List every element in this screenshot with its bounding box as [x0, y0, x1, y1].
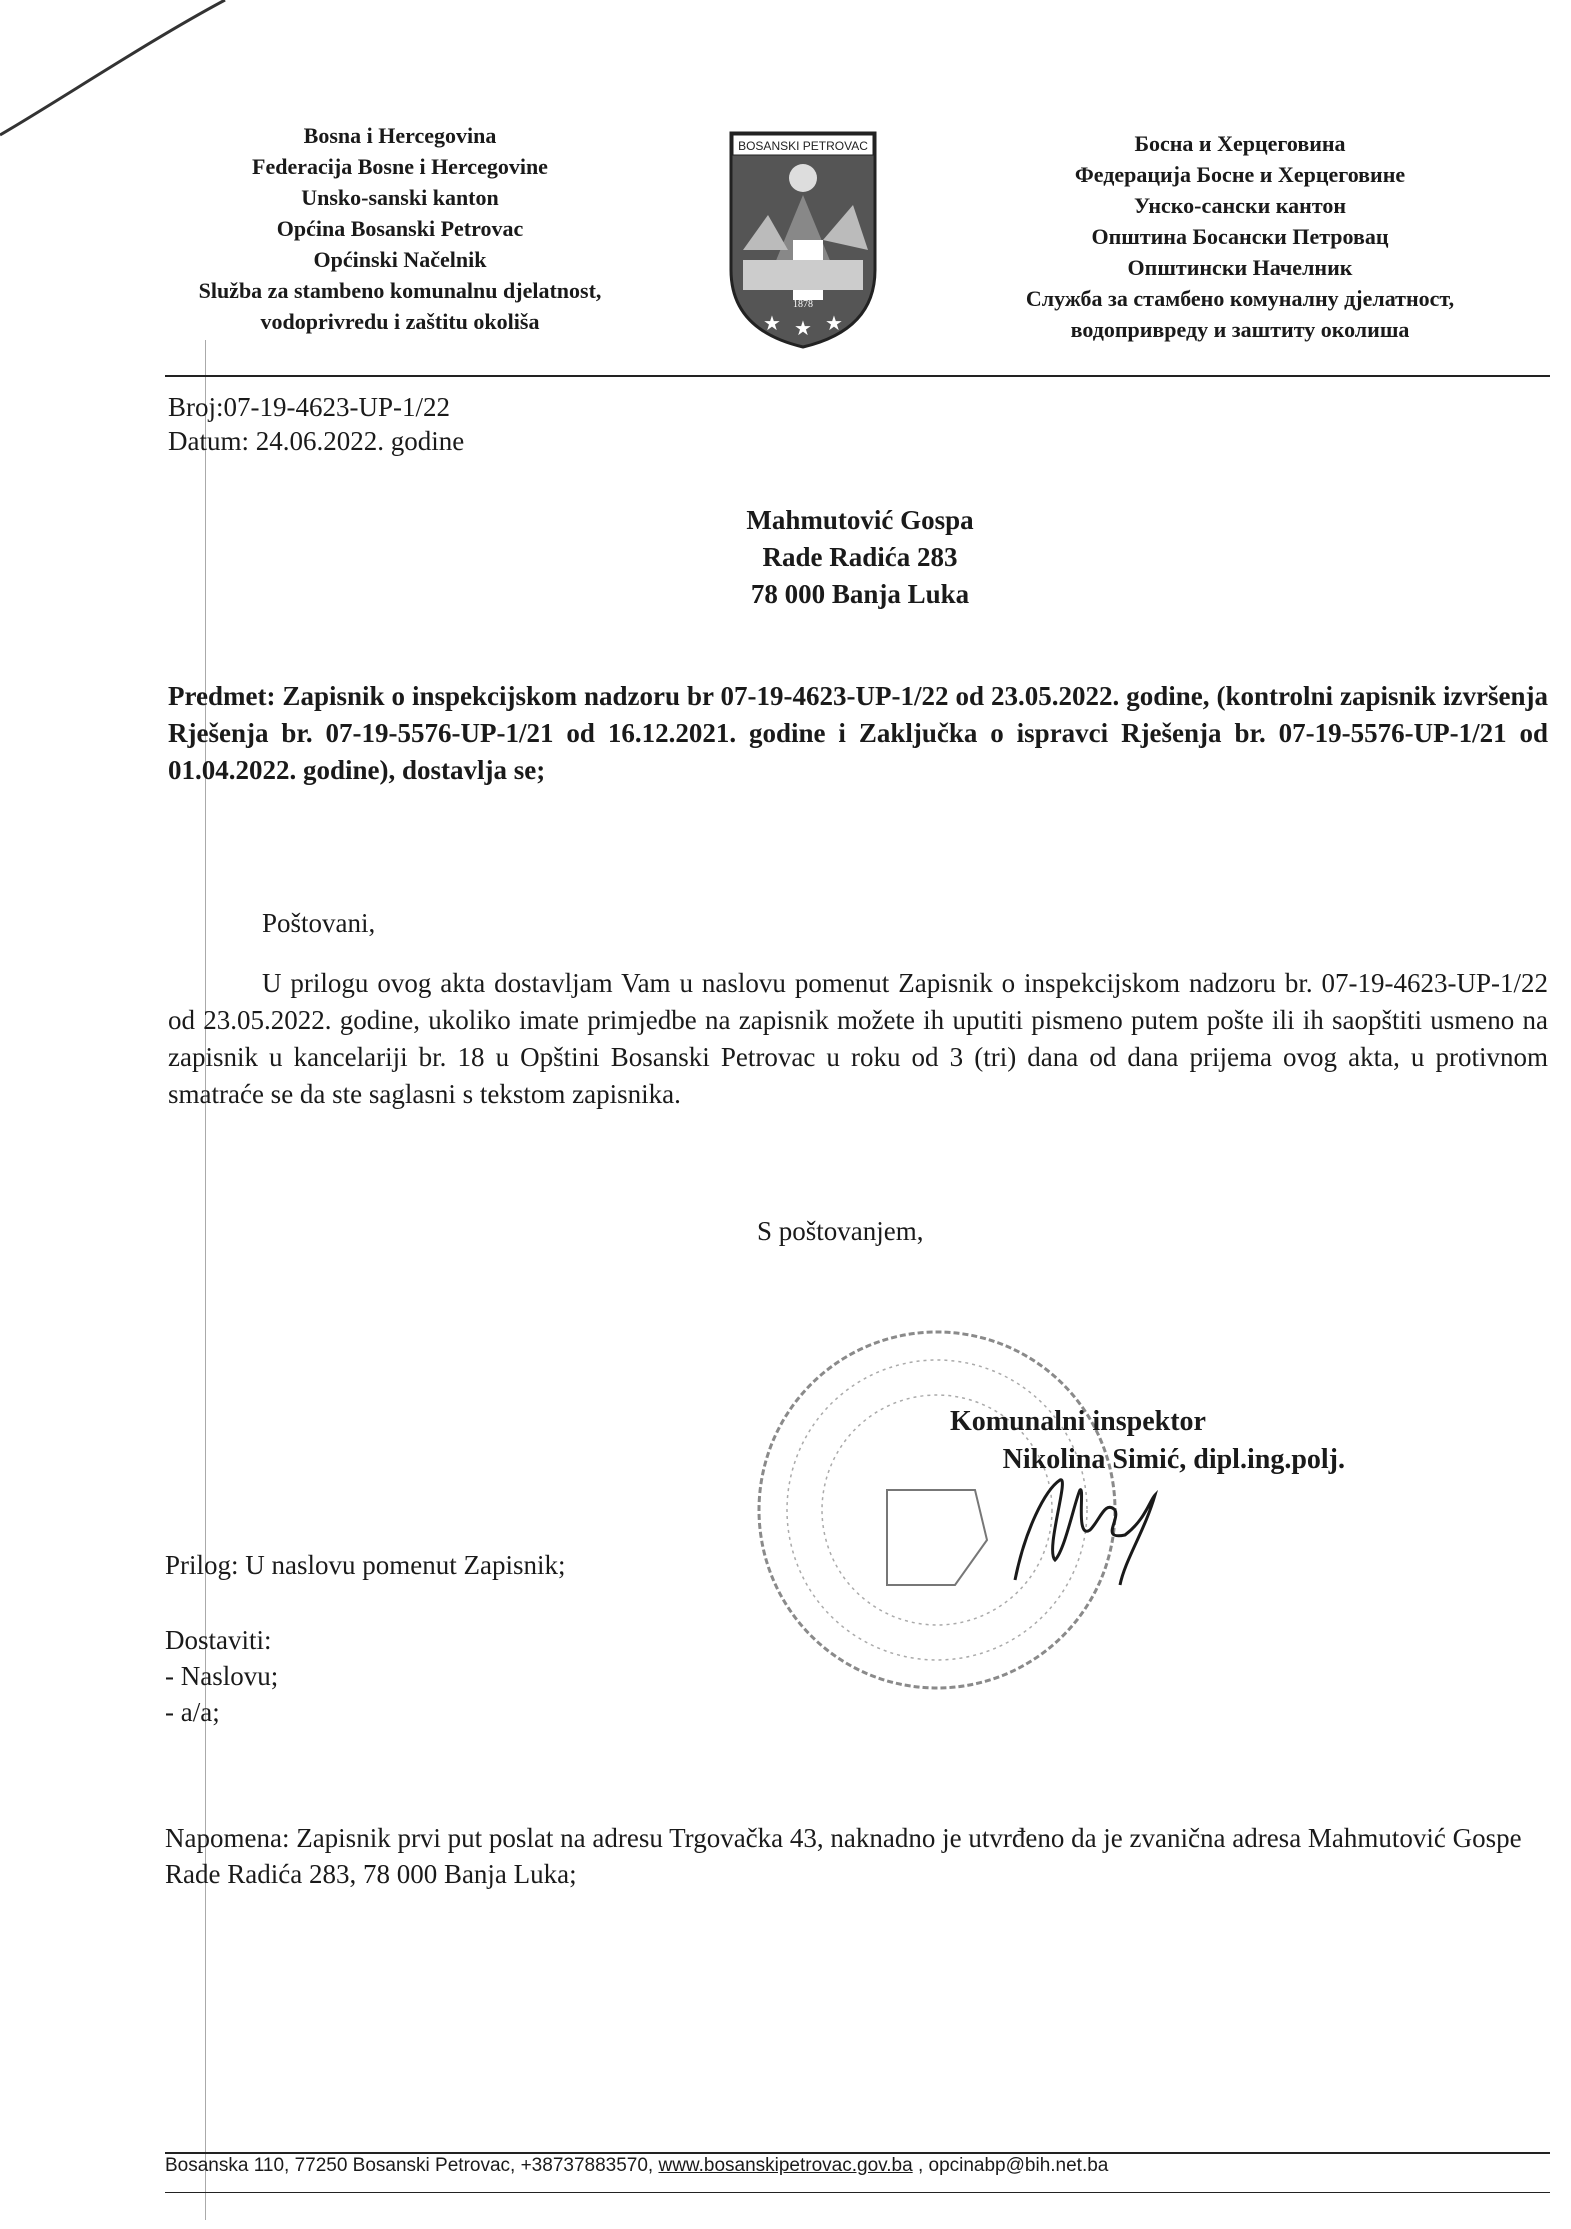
letterhead-line: Federacija Bosne i Hercegovine — [252, 154, 548, 179]
scan-margin-line — [205, 340, 206, 2220]
letterhead-line: Општински Начелник — [1127, 255, 1353, 280]
letterhead-line: Босна и Херцеговина — [1134, 131, 1346, 156]
letterhead-line: Општина Босански Петровац — [1091, 224, 1389, 249]
recipient-street: Rade Radića 283 — [762, 542, 958, 572]
letterhead-line: Служба за стамбено комуналну дјелатност, — [1025, 286, 1455, 311]
footer — [165, 2155, 1108, 2177]
reference-block — [168, 390, 464, 458]
svg-text:★: ★ — [794, 318, 812, 340]
footer-email[interactable]: opcinabp@bih.net.ba — [928, 2155, 1109, 2176]
letterhead-latin — [145, 120, 655, 337]
coat-of-arms-logo — [728, 130, 878, 350]
recipient-name: Mahmutović Gospa — [746, 505, 974, 535]
svg-text:BOSANSKI PETROVAC: BOSANSKI PETROVAC — [738, 139, 868, 153]
svg-text:1878: 1878 — [793, 299, 813, 310]
attachment: Prilog: U naslovu pomenut Zapisnik; — [165, 1550, 566, 1580]
letterhead-line: Općinski Načelnik — [313, 247, 487, 272]
footer-separator: , — [917, 2155, 924, 2176]
footer-divider-top — [165, 2152, 1550, 2154]
footer-divider-bottom — [165, 2192, 1550, 2193]
greeting: Poštovani, — [262, 908, 376, 938]
letterhead-cyrillic — [960, 128, 1520, 345]
subject: Predmet: Zapisnik o inspekcijskom nadzoru br 07-19-4623-UP-1/22 od 23.05.2022. godine, (kontrolni zapisnik izvršenja Rješenja br. 07-19-5576-UP-1/21 od 16.12.2021. godine i Zaključka o ispravci Rješenja br. 07-19-5576-UP-1/21 od 01.04.2022. godine), dostavlja se; — [168, 681, 1548, 785]
footer-address: Bosanska 110, 77250 Bosanski Petrovac, +38737883570, — [165, 2155, 654, 2176]
recipient-address — [560, 502, 1160, 613]
reference-number: Broj:07-19-4623-UP-1/22 — [168, 392, 450, 422]
svg-text:★: ★ — [825, 313, 843, 335]
letterhead-line: Unsko-sanski kanton — [301, 185, 499, 210]
svg-text:★: ★ — [763, 313, 781, 335]
handwritten-signature — [1005, 1460, 1165, 1590]
recipient-city: 78 000 Banja Luka — [750, 579, 970, 609]
closing: S poštovanjem, — [757, 1216, 924, 1246]
body-paragraph: U prilogu ovog akta dostavljam Vam u naslovu pomenut Zapisnik o inspekcijskom nadzoru br. 07-19-4623-UP-1/22 od 23.05.2022. godine, ukoliko imate primjedbe na zapisnik možete ih uputiti pismeno putem pošte ili ih saopštiti usmeno na zapisnik u kancelariji br. 18 u Opštini Bosanski Petrovac u roku od 3 (tri) dana od dana prijema ovog akta, u protivnom smatraće se da ste saglasni s tekstom zapisnika. — [168, 968, 1548, 1109]
distribution-item: - Naslovu; — [165, 1661, 279, 1691]
letterhead-line: Унско-сански кантон — [1133, 193, 1347, 218]
distribution-list — [165, 1622, 278, 1730]
distribution-label: Dostaviti: — [165, 1625, 272, 1655]
signatory-title: Komunalni inspektor — [950, 1406, 1206, 1437]
letterhead-line: Федерација Босне и Херцеговине — [1074, 162, 1406, 187]
signatory-name: Nikolina Simić, dipl.ing.polj. — [1002, 1444, 1345, 1475]
letterhead-line: Služba za stambeno komunalnu djelatnost, — [198, 278, 602, 303]
letterhead-line: Općina Bosanski Petrovac — [276, 216, 524, 241]
footer-website-link[interactable]: www.bosanskipetrovac.gov.ba — [658, 2155, 913, 2176]
reference-date: Datum: 24.06.2022. godine — [168, 426, 465, 456]
header-divider — [165, 375, 1550, 377]
letterhead-line: vodoprivredu i zaštitu okoliša — [260, 309, 540, 334]
note: Napomena: Zapisnik prvi put poslat na adresu Trgovačka 43, naknadno je utvrđeno da je zvanična adresa Mahmutović Gospe Rade Radića 283, 78 000 Banja Luka; — [165, 1823, 1522, 1889]
letterhead-line: водопривреду и заштиту околиша — [1070, 317, 1410, 342]
letterhead-line: Bosna i Hercegovina — [303, 123, 497, 148]
distribution-item: - a/a; — [165, 1697, 220, 1727]
